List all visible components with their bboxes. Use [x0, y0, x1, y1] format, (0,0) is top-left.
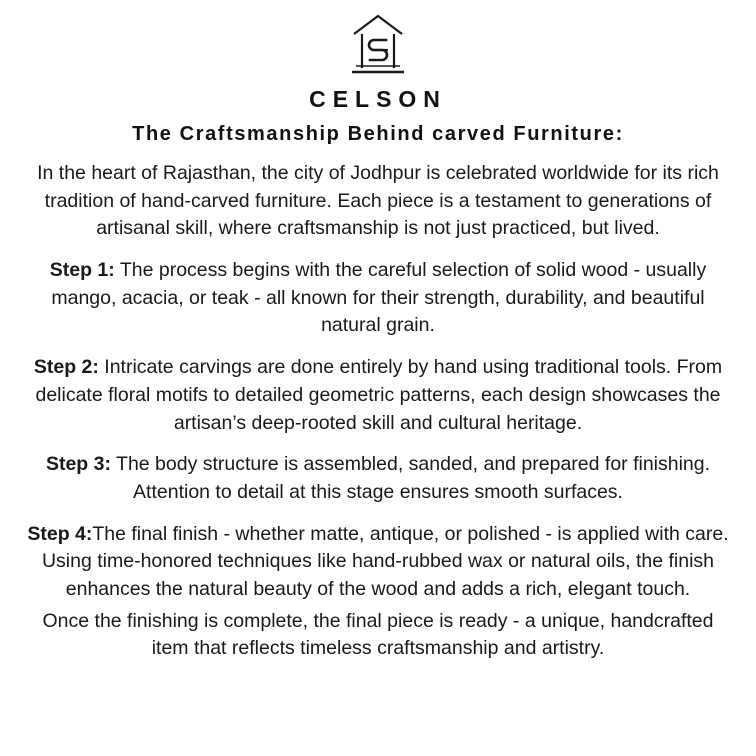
celson-monogram-icon: [342, 10, 414, 82]
step-4-paragraph: [22, 521, 734, 604]
step-1-label: Step 1:: [49, 259, 115, 282]
step-2-paragraph: [22, 354, 734, 437]
step-3-label: Step 3:: [45, 453, 111, 476]
step-4-text: The final finish - whether matte, antique, or polished - is applied with care. Using time-honored techniques like hand-rubbed wax or natural oils, the finish enhances the natural beauty of the wood and adds a rich, elegant touch.: [41, 522, 729, 600]
step-3-text: The body structure is assembled, sanded, and prepared for finishing. Attention to detail at this stage ensures smooth surfaces.: [110, 453, 711, 503]
step-1-paragraph: [22, 257, 734, 340]
step-3-paragraph: [22, 451, 734, 506]
step-2-label: Step 2:: [33, 356, 99, 379]
step-2-text: Intricate carvings are done entirely by hand using traditional tools. From delicate floral motifs to detailed geometric patterns, each design showcases the artisan’s deep-rooted skill and cultural heritage.: [35, 356, 723, 434]
step-4-label: Step 4:: [27, 522, 93, 545]
brand-name: CELSON: [309, 86, 447, 112]
closing-paragraph: Once the finishing is complete, the final piece is ready - a unique, handcrafted item that reflects timeless craftsmanship and artistry.: [42, 609, 714, 660]
page-title: The Craftsmanship Behind carved Furniture:: [132, 123, 624, 145]
step-1-text: The process begins with the careful selection of solid wood - usually mango, acacia, or teak - all known for their strength, durability, and beautiful natural grain.: [51, 259, 707, 337]
intro-paragraph: In the heart of Rajasthan, the city of Jodhpur is celebrated worldwide for its rich tradition of hand-carved furniture. Each piece is a testament to generations of artisanal skill, where craftsmanship is not just practiced, but lived.: [37, 162, 719, 240]
